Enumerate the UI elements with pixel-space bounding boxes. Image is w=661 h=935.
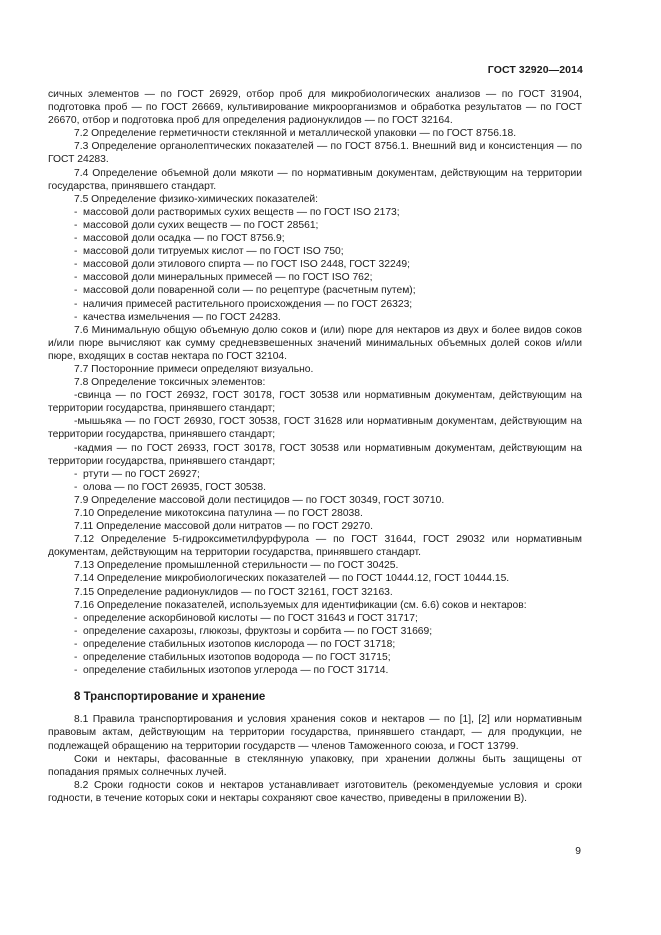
paragraph: 7.7 Посторонние примеси определяют визуально. [74, 363, 314, 375]
list-item [48, 481, 582, 494]
paragraph: Соки и нектары, фасованные в стеклянную упаковку, при хранении должны быть защищены от попадания прямых солнечных лучей. [48, 753, 582, 778]
list-item [48, 219, 582, 232]
paragraph: 7.8 Определение токсичных элементов: [74, 377, 266, 389]
list-dash: - [74, 219, 78, 231]
paragraph: 7.10 Определение микотоксина патулина — по ГОСТ 28038. [74, 508, 363, 519]
list-item-text: определение стабильных изотопов углерода — по ГОСТ 31714. [83, 665, 389, 677]
list-dash: - [74, 612, 78, 624]
list-item [48, 389, 582, 415]
list-item-text: определение сахарозы, глюкозы, фруктозы и сорбита — по ГОСТ 31669; [83, 625, 433, 637]
list-dash: - [74, 233, 78, 245]
list-item-text: кадмия — по ГОСТ 26933, ГОСТ 30178, ГОСТ 30538 или нормативным документам, действующим на территории государства, принявшего стандарт; [48, 442, 582, 467]
list-item [48, 612, 582, 625]
paragraph: 7.3 Определение органолептических показателей — по ГОСТ 8756.1. Внешний вид и консистенция — по ГОСТ 24283. [48, 141, 582, 166]
paragraph: 7.9 Определение массовой доли пестицидов — по ГОСТ 30349, ГОСТ 30710. [74, 494, 445, 506]
list-item-text: олова — по ГОСТ 26935, ГОСТ 30538. [83, 481, 266, 493]
list-item [48, 271, 582, 284]
paragraph: 7.6 Минимальную общую объемную долю соков и (или) пюре для нектаров из двух и более видов соков и/или пюре вычисляют как сумму средневзвешенных значений минимальных объемных долей соков и/или пюре, входящих в состав нектара по ГОСТ 32104. [48, 324, 582, 362]
list-item-text: определение стабильных изотопов водорода — по ГОСТ 31715; [83, 652, 391, 664]
list-item-text: массовой доли титруемых кислот — по ГОСТ ISO 750; [83, 246, 344, 258]
list-item [48, 664, 582, 677]
list-dash: - [74, 468, 78, 480]
list-dash: - [74, 206, 78, 218]
list-item-text: качества измельчения — по ГОСТ 24283. [83, 311, 281, 323]
paragraph: 7.2 Определение герметичности стеклянной и металлической упаковки — по ГОСТ 8756.18. [74, 128, 517, 140]
list-dash: - [74, 390, 78, 402]
paragraph: 7.5 Определение физико-химических показателей: [74, 193, 319, 205]
list-item-text: массовой доли минеральных примесей — по ГОСТ ISO 762; [83, 272, 373, 284]
list-dash: - [74, 298, 78, 310]
list-dash: - [74, 311, 78, 323]
list-item-text: определение аскорбиновой кислоты — по ГОСТ 31643 и ГОСТ 31717; [83, 612, 418, 624]
list-dash: - [74, 665, 78, 677]
list-dash: - [74, 442, 78, 454]
paragraph: 7.11 Определение массовой доли нитратов — по ГОСТ 29270. [74, 521, 373, 533]
paragraph: 8.1 Правила транспортирования и условия хранения соков и нектаров — по [1], [2] или нормативным правовым актам, действующим на территории государства, принявшего стандарт, — для продукции, не подлежащей обращению на территории государств — членов Таможенного союза, и ГОСТ 13799. [48, 714, 582, 752]
list-item-text: массовой доли поваренной соли — по рецептуре (расчетным путем); [83, 285, 416, 297]
list-dash: - [74, 481, 78, 493]
list-item [48, 625, 582, 638]
list-item [48, 206, 582, 219]
list-dash: - [74, 625, 78, 637]
list-item-text: мышьяка — по ГОСТ 26930, ГОСТ 30538, ГОСТ 31628 или нормативным документам, действующим на территории государства, принявшего стандарт; [48, 416, 582, 441]
paragraph: 7.14 Определение микробиологических показателей — по ГОСТ 10444.12, ГОСТ 10444.15. [74, 573, 510, 585]
list-item [48, 442, 582, 468]
list-item [48, 638, 582, 651]
document-number-header: ГОСТ 32920—2014 [487, 64, 583, 76]
list-item-text: массовой доли осадка — по ГОСТ 8756.9; [83, 233, 285, 245]
list-dash: - [74, 272, 78, 284]
list-item-text: свинца — по ГОСТ 26932, ГОСТ 30178, ГОСТ 30538 или нормативным документам, действующим на территории государства, принявшего стандарт; [48, 390, 582, 415]
list-item [48, 468, 582, 481]
page-number: 9 [575, 846, 581, 857]
paragraph: 8.2 Сроки годности соков и нектаров устанавливает изготовитель (рекомендуемые условия и сроки годности, в течение которых соки и нектары сохраняют свое качество, приведены в приложении В). [48, 779, 582, 804]
paragraph: 7.12 Определение 5-гидроксиметилфурфурола — по ГОСТ 31644, ГОСТ 29032 или нормативным документам, действующим на территории государства, принявшего стандарт. [48, 534, 582, 559]
list-item-text: определение стабильных изотопов кислорода — по ГОСТ 31718; [83, 638, 396, 650]
list-dash: - [74, 652, 78, 664]
list-dash: - [74, 246, 78, 258]
list-item-text: массовой доли растворимых сухих веществ — по ГОСТ ISO 2173; [83, 206, 400, 218]
paragraph: 7.4 Определение объемной доли мякоти — по нормативным документам, действующим на территории государства, принявшего стандарт. [48, 167, 582, 192]
list-dash: - [74, 638, 78, 650]
list-item [48, 245, 582, 258]
list-item [48, 415, 582, 441]
list-item [48, 284, 582, 297]
list-item-text: ртути — по ГОСТ 26927; [83, 468, 200, 480]
list-item [48, 651, 582, 664]
paragraph: 7.13 Определение промышленной стерильности — по ГОСТ 30425. [74, 560, 399, 572]
paragraph: 7.16 Определение показателей, используемых для идентификации (см. 6.6) соков и нектаров: [74, 599, 527, 611]
document-body [48, 88, 582, 805]
list-item [48, 258, 582, 271]
paragraph: сичных элементов — по ГОСТ 26929, отбор проб для микробиологических анализов — по ГОСТ 31904, подготовка проб — по ГОСТ 26669, культивирование микроорганизмов и обработка результатов — по ГОСТ 26670, отбор и подготовка проб для определения радионуклидов — по ГОСТ 32164. [48, 89, 582, 127]
list-item [48, 298, 582, 311]
list-item-text: массовой доли этилового спирта — по ГОСТ ISO 2448, ГОСТ 32249; [83, 259, 411, 271]
list-item [48, 311, 582, 324]
list-item [48, 232, 582, 245]
list-dash: - [74, 285, 78, 297]
section-heading: 8 Транспортирование и хранение [74, 691, 266, 704]
paragraph: 7.15 Определение радионуклидов — по ГОСТ 32161, ГОСТ 32163. [74, 586, 393, 598]
list-item-text: наличия примесей растительного происхождения — по ГОСТ 26323; [83, 298, 413, 310]
list-dash: - [74, 416, 78, 428]
list-item-text: массовой доли сухих веществ — по ГОСТ 28561; [83, 219, 319, 231]
list-dash: - [74, 259, 78, 271]
